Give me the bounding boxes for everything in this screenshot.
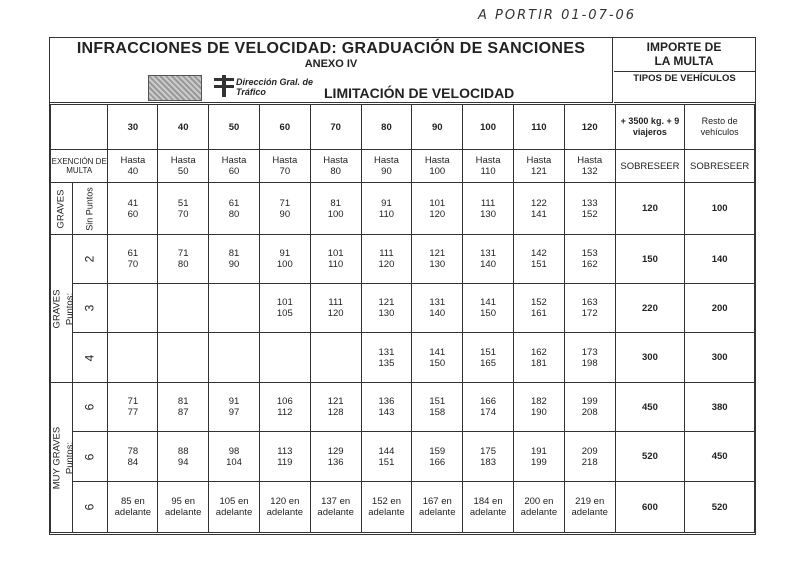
speed-range-cell xyxy=(513,235,564,284)
sanction-row xyxy=(51,432,755,482)
group-label: GRAVES xyxy=(51,289,63,328)
range-from: 184 en xyxy=(473,496,503,507)
speed-range-cell xyxy=(108,284,158,333)
sanction-row xyxy=(51,482,755,533)
points-value: 6 xyxy=(82,403,97,411)
speed-range-cell xyxy=(361,284,412,333)
speed-range-cell xyxy=(310,432,361,482)
range-to: 130 xyxy=(378,308,395,319)
speed-range-cell xyxy=(108,482,158,533)
range-from: 144 xyxy=(378,445,395,457)
range-to: 190 xyxy=(530,407,547,418)
fine-header: IMPORTE DE LA MULTA xyxy=(646,40,722,68)
range-to: 151 xyxy=(530,259,547,270)
range-to: 70 xyxy=(177,208,189,220)
range-to: 104 xyxy=(226,456,242,468)
sanction-row xyxy=(51,383,755,432)
range-to: 151 xyxy=(378,456,395,468)
range-to: adelante xyxy=(520,507,558,518)
points-cell xyxy=(72,383,108,432)
range-from: 182 xyxy=(530,396,547,407)
range-from: 88 xyxy=(177,445,189,457)
speed-range-cell xyxy=(158,432,209,482)
range-from: 129 xyxy=(327,445,344,457)
group-points-label: Puntos: xyxy=(64,292,76,325)
header-left xyxy=(50,38,613,103)
range-to: 140 xyxy=(429,308,446,319)
range-from: 131 xyxy=(429,297,446,308)
exemption-limit-cell: Hasta 132 xyxy=(564,150,615,183)
range-to: 172 xyxy=(581,308,598,319)
sanction-row xyxy=(51,284,755,333)
speed-range-cell xyxy=(564,284,615,333)
speed-range-cell xyxy=(361,235,412,284)
range-to: 166 xyxy=(429,456,446,468)
group-label-cell xyxy=(51,183,73,235)
speed-range-cell xyxy=(564,482,615,533)
fine-amount: 450 xyxy=(615,383,685,432)
speed-range-cell xyxy=(310,482,361,533)
speed-range-cell xyxy=(108,383,158,432)
range-to: 158 xyxy=(429,407,446,418)
range-from: 151 xyxy=(429,396,446,407)
range-to: 128 xyxy=(327,407,344,418)
range-to: 90 xyxy=(279,208,291,220)
range-from: 111 xyxy=(480,197,496,209)
speed-range-cell xyxy=(513,183,564,235)
range-from: 98 xyxy=(228,445,240,457)
range-from: 111 xyxy=(379,248,394,259)
speed-range-cell xyxy=(361,383,412,432)
exemption-fine-cell: SOBRESEER xyxy=(615,150,685,183)
range-from: 131 xyxy=(378,346,395,358)
points-value: Sin Puntos xyxy=(84,186,95,231)
points-value: 6 xyxy=(82,453,97,460)
range-to: 90 xyxy=(228,259,240,270)
speed-range-cell xyxy=(412,333,463,383)
fine-amount: 520 xyxy=(615,432,685,482)
range-from: 141 xyxy=(429,346,446,358)
vehicle-type-other: Resto de vehículos xyxy=(685,105,755,150)
range-to: 199 xyxy=(530,456,547,468)
speed-range-cell xyxy=(412,284,463,333)
speed-range-cell xyxy=(209,183,260,235)
exemption-limit-cell: Hasta 121 xyxy=(513,150,564,183)
speed-range-cell xyxy=(463,333,514,383)
range-to: 70 xyxy=(127,259,139,270)
range-from: 141 xyxy=(480,297,496,308)
speed-range-cell xyxy=(463,383,514,432)
fine-amount: 100 xyxy=(685,183,755,235)
range-from: 101 xyxy=(327,248,344,259)
range-to: adelante xyxy=(317,507,354,518)
range-from: 106 xyxy=(276,396,293,407)
range-to: 198 xyxy=(581,357,598,369)
range-from: 163 xyxy=(581,297,598,308)
range-from: 162 xyxy=(530,346,547,358)
speed-range-cell xyxy=(310,183,361,235)
speed-range-cell xyxy=(209,333,260,383)
exemption-limit-cell: Hasta 70 xyxy=(259,150,310,183)
speed-range-cell xyxy=(108,333,158,383)
range-to: adelante xyxy=(114,507,152,518)
range-to: 80 xyxy=(177,259,189,270)
speed-range-cell xyxy=(361,482,412,533)
range-to: 119 xyxy=(277,456,293,468)
range-to: 120 xyxy=(378,259,395,270)
range-to: adelante xyxy=(419,507,456,518)
sanction-row xyxy=(51,235,755,284)
speed-range-cell xyxy=(259,235,310,284)
range-from: 81 xyxy=(330,197,341,209)
speed-range-cell xyxy=(463,482,514,533)
fine-amount: 150 xyxy=(615,235,685,284)
range-to: 181 xyxy=(530,357,547,369)
range-from: 101 xyxy=(276,297,293,308)
speed-range-cell xyxy=(158,383,209,432)
range-to: adelante xyxy=(571,507,608,518)
group-label-cell xyxy=(51,235,76,383)
speed-range-cell xyxy=(310,235,361,284)
speed-limit: 50 xyxy=(209,105,260,150)
range-to: 150 xyxy=(429,357,446,369)
speed-limit-row xyxy=(51,105,755,150)
range-from: 137 en xyxy=(321,496,351,507)
speed-range-cell xyxy=(564,183,615,235)
range-to: 60 xyxy=(127,208,139,220)
exemption-fine-cell: SOBRESEER xyxy=(685,150,755,183)
speed-range-cell xyxy=(564,333,615,383)
speed-range-cell xyxy=(209,235,260,284)
points-value: 6 xyxy=(82,503,97,511)
range-from: 101 xyxy=(429,197,446,209)
range-to: 183 xyxy=(480,456,496,468)
section-label: LIMITACIÓN DE VELOCIDAD xyxy=(324,85,515,101)
speed-limit: 90 xyxy=(412,105,463,150)
ministry-seal-icon xyxy=(148,75,202,101)
speed-range-cell xyxy=(412,432,463,482)
vehicle-type-heavy: + 3500 kg. + 9 viajeros xyxy=(615,105,685,150)
speed-range-cell xyxy=(310,284,361,333)
range-from: 151 xyxy=(480,346,496,358)
points-cell xyxy=(72,284,108,333)
fine-amount: 300 xyxy=(615,333,685,383)
speed-range-cell xyxy=(108,235,158,284)
speed-range-cell xyxy=(564,432,615,482)
speed-limit: 30 xyxy=(108,105,158,150)
range-from: 136 xyxy=(378,396,395,407)
range-to: 120 xyxy=(327,308,344,319)
range-to: 80 xyxy=(228,208,240,220)
range-from: 152 xyxy=(530,297,547,308)
range-to: 165 xyxy=(480,357,496,369)
range-to: 208 xyxy=(581,407,598,418)
range-to: 120 xyxy=(429,208,446,220)
range-from: 61 xyxy=(228,197,240,209)
range-to: 130 xyxy=(429,259,446,270)
speed-range-cell xyxy=(209,432,260,482)
range-from: 153 xyxy=(581,248,598,259)
range-to: 152 xyxy=(581,208,598,220)
points-cell xyxy=(72,333,108,383)
speed-range-cell xyxy=(513,482,564,533)
speed-range-cell xyxy=(259,183,310,235)
range-to: 140 xyxy=(480,259,496,270)
range-from: 121 xyxy=(327,396,344,407)
speed-range-cell xyxy=(158,284,209,333)
fine-amount: 450 xyxy=(685,432,755,482)
points-value: 4 xyxy=(82,354,97,361)
speed-range-cell xyxy=(463,235,514,284)
exemption-limit-cell: Hasta 100 xyxy=(412,150,463,183)
exemption-limit-cell: Hasta 40 xyxy=(108,150,158,183)
group-label: MUY GRAVES xyxy=(51,426,63,489)
exemption-row xyxy=(51,150,755,183)
empty-corner xyxy=(51,105,108,150)
vehicle-types-label: TIPOS DE VEHÍCULOS xyxy=(614,71,755,84)
range-from: 51 xyxy=(177,197,189,209)
range-from: 152 en xyxy=(371,496,401,507)
sanctions-grid xyxy=(50,104,755,533)
speed-range-cell xyxy=(412,383,463,432)
sanctions-table-sheet xyxy=(49,37,756,535)
range-from: 81 xyxy=(228,248,240,259)
speed-range-cell xyxy=(158,183,209,235)
speed-range-cell xyxy=(513,432,564,482)
range-to: adelante xyxy=(368,507,405,518)
speed-range-cell xyxy=(361,183,412,235)
speed-range-cell xyxy=(412,183,463,235)
range-to: 84 xyxy=(127,456,139,468)
handwritten-date-note: A PORTIR 01-07-06 xyxy=(478,8,637,23)
speed-limit: 80 xyxy=(361,105,412,150)
range-to: 100 xyxy=(276,259,293,270)
range-from: 175 xyxy=(480,445,496,457)
range-from: 71 xyxy=(127,396,139,407)
range-to: 174 xyxy=(480,407,496,418)
fine-amount: 600 xyxy=(615,482,685,533)
range-from: 95 en xyxy=(171,496,196,507)
speed-range-cell xyxy=(463,284,514,333)
speed-limit: 70 xyxy=(310,105,361,150)
range-to: 130 xyxy=(480,208,496,220)
range-from: 122 xyxy=(530,197,547,209)
range-from: 159 xyxy=(429,445,446,457)
speed-range-cell xyxy=(310,383,361,432)
exemption-limit-cell: Hasta 110 xyxy=(463,150,514,183)
speed-range-cell xyxy=(158,333,209,383)
speed-range-cell xyxy=(158,235,209,284)
range-from: 167 en xyxy=(422,496,452,507)
speed-range-cell xyxy=(259,482,310,533)
speed-range-cell xyxy=(158,482,209,533)
speed-range-cell xyxy=(361,333,412,383)
range-from: 191 xyxy=(530,445,547,457)
speed-range-cell xyxy=(259,333,310,383)
range-to: 110 xyxy=(378,208,395,220)
range-from: 81 xyxy=(177,396,189,407)
range-from: 71 xyxy=(177,248,189,259)
speed-range-cell xyxy=(108,432,158,482)
range-to: adelante xyxy=(469,507,507,518)
speed-range-cell xyxy=(310,333,361,383)
fine-amount: 200 xyxy=(685,284,755,333)
range-to: 87 xyxy=(177,407,189,418)
sanction-row xyxy=(51,333,755,383)
speed-range-cell xyxy=(513,333,564,383)
dgt-logo-icon xyxy=(214,75,234,97)
range-from: 121 xyxy=(429,248,446,259)
range-from: 209 xyxy=(581,445,598,457)
exemption-limit-cell: Hasta 50 xyxy=(158,150,209,183)
points-cell xyxy=(72,432,108,482)
range-to: 110 xyxy=(328,259,344,270)
range-to: 100 xyxy=(327,208,344,220)
speed-range-cell xyxy=(412,482,463,533)
range-to: adelante xyxy=(266,507,304,518)
speed-range-cell xyxy=(463,432,514,482)
speed-limit: 40 xyxy=(158,105,209,150)
fine-amount: 380 xyxy=(685,383,755,432)
speed-range-cell xyxy=(564,383,615,432)
range-from: 133 xyxy=(581,197,598,209)
speed-range-cell xyxy=(209,284,260,333)
page-title: INFRACCIONES DE VELOCIDAD: GRADUACIÓN DE SANCIONES xyxy=(76,40,586,57)
points-cell xyxy=(72,482,108,533)
speed-range-cell xyxy=(564,235,615,284)
points-cell xyxy=(72,183,108,235)
range-from: 105 en xyxy=(219,496,249,507)
speed-range-cell xyxy=(108,183,158,235)
range-to: 143 xyxy=(378,407,395,418)
range-from: 142 xyxy=(530,248,547,259)
speed-range-cell xyxy=(209,383,260,432)
range-to: 135 xyxy=(378,357,395,369)
range-to: 141 xyxy=(530,208,547,220)
points-cell xyxy=(72,235,108,284)
range-to: 161 xyxy=(530,308,547,319)
range-from: 85 en xyxy=(120,496,145,507)
speed-range-cell xyxy=(259,432,310,482)
grid-body xyxy=(51,105,755,533)
range-from: 91 xyxy=(228,396,240,407)
sanction-row xyxy=(51,183,755,235)
exemption-label: EXENCIÓN DE MULTA xyxy=(51,150,108,183)
speed-range-cell xyxy=(259,284,310,333)
range-from: 71 xyxy=(279,197,291,209)
speed-limit: 100 xyxy=(463,105,514,150)
group-points-label: Puntos: xyxy=(64,441,76,474)
range-to: 218 xyxy=(581,456,598,468)
group-label-cell xyxy=(51,383,76,533)
range-from: 91 xyxy=(381,197,392,209)
group-label: GRAVES xyxy=(55,189,67,228)
speed-range-cell xyxy=(361,432,412,482)
range-to: adelante xyxy=(215,507,253,518)
fine-amount: 120 xyxy=(615,183,685,235)
range-from: 166 xyxy=(480,396,496,407)
speed-limit: 110 xyxy=(513,105,564,150)
speed-range-cell xyxy=(209,482,260,533)
range-to: 77 xyxy=(127,407,139,418)
range-from: 120 en xyxy=(270,496,300,507)
range-to: 112 xyxy=(277,407,293,418)
range-to: 94 xyxy=(177,456,189,468)
speed-range-cell xyxy=(463,183,514,235)
exemption-limit-cell: Hasta 80 xyxy=(310,150,361,183)
range-from: 78 xyxy=(127,445,139,457)
fine-amount: 300 xyxy=(685,333,755,383)
range-to: 105 xyxy=(276,308,293,319)
range-from: 219 en xyxy=(575,496,605,507)
annex-label: ANEXO IV xyxy=(304,58,358,70)
speed-limit: 120 xyxy=(564,105,615,150)
range-from: 199 xyxy=(581,396,598,407)
range-from: 173 xyxy=(581,346,598,358)
range-to: adelante xyxy=(164,507,202,518)
range-from: 41 xyxy=(127,197,139,209)
speed-range-cell xyxy=(513,284,564,333)
exemption-limit-cell: Hasta 90 xyxy=(361,150,412,183)
range-from: 131 xyxy=(480,248,496,259)
speed-range-cell xyxy=(412,235,463,284)
agency-label: Dirección Gral. de Tráfico xyxy=(236,77,314,97)
fine-amount: 220 xyxy=(615,284,685,333)
range-from: 113 xyxy=(277,445,293,457)
fine-amount: 520 xyxy=(685,482,755,533)
speed-range-cell xyxy=(513,383,564,432)
range-to: 97 xyxy=(228,407,240,418)
points-value: 2 xyxy=(82,255,97,263)
header-right xyxy=(614,38,755,103)
range-from: 91 xyxy=(279,248,291,259)
speed-range-cell xyxy=(259,383,310,432)
fine-amount: 140 xyxy=(685,235,755,284)
range-to: 162 xyxy=(581,259,598,270)
range-to: 136 xyxy=(327,456,344,468)
exemption-limit-cell: Hasta 60 xyxy=(209,150,260,183)
range-to: 150 xyxy=(480,308,496,319)
speed-limit: 60 xyxy=(259,105,310,150)
range-from: 111 xyxy=(328,297,343,308)
range-from: 121 xyxy=(378,297,395,308)
range-from: 61 xyxy=(127,248,139,259)
points-value: 3 xyxy=(82,304,97,312)
range-from: 200 en xyxy=(524,496,554,507)
